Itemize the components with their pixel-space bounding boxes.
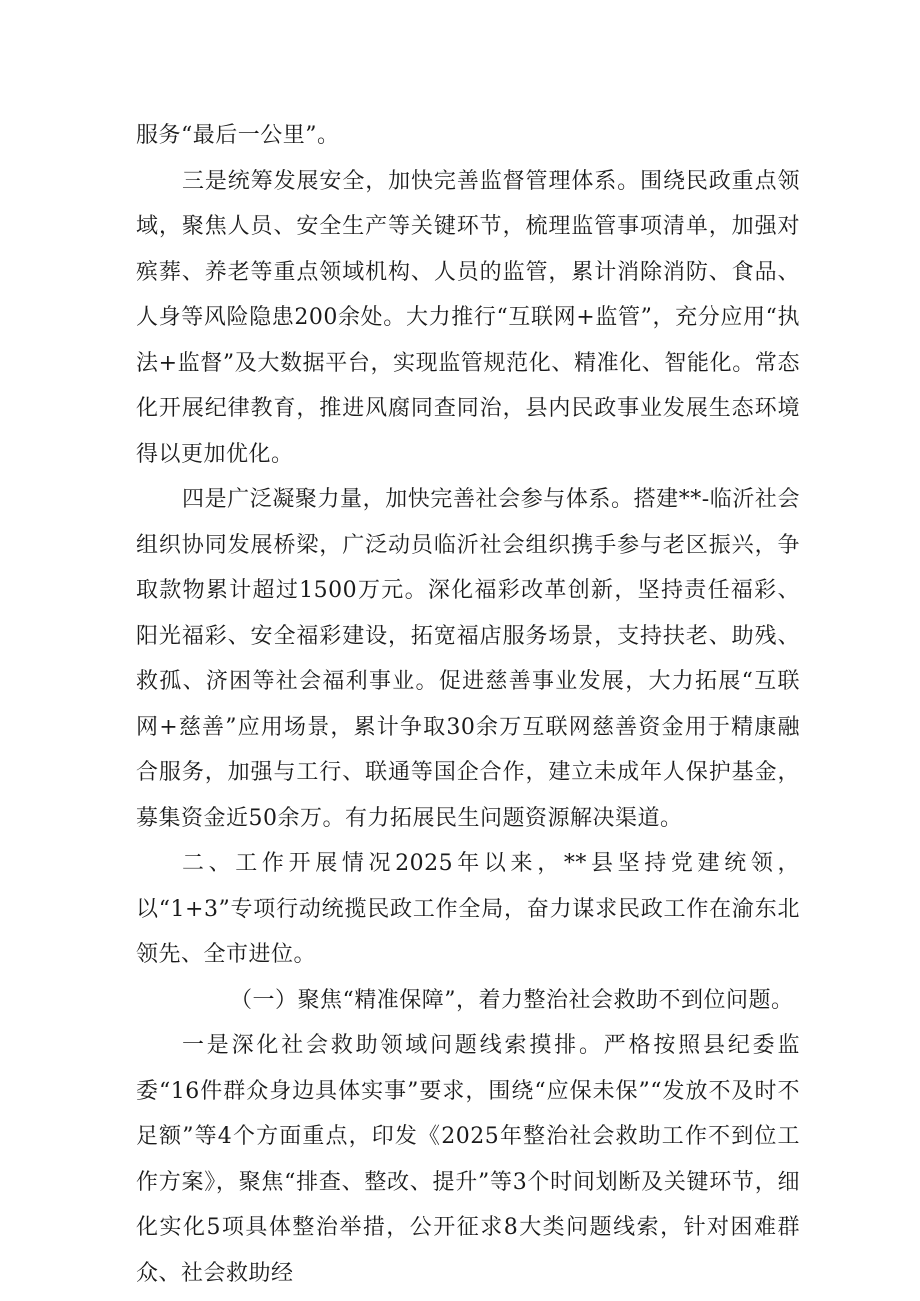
paragraph-supervision-system: 三是统筹发展安全，加快完善监督管理体系。围绕民政重点领域，聚焦人员、安全生产等关键环节，梳理监管事项清单，加强对殡葬、养老等重点领域机构、人员的监管，累计消除消防、食品、人身等风险隐患200余处。大力推行“互联网+监管”，充分应用“执法+监督”及大数据平台，实现监管规范化、精准化、智能化。常态化开展纪律教育，推进风腐同查同治，县内民政事业发展生态环境得以更加优化。 xyxy=(136,168,800,467)
paragraph-continuation: 服务“最后一公里”。 xyxy=(136,123,340,148)
paragraph-social-participation: 四是广泛凝聚力量，加快完善社会参与体系。搭建**-临沂社会组织协同发展桥梁，广泛动员临沂社会组织携手参与老区振兴，争取款物累计超过1500万元。深化福彩改革创新，坚持责任福彩、阳光福彩、安全福彩建设，拓宽福店服务场景，支持扶老、助残、救孤、济困等社会福利事业。促进慈善事业发展，大力拓展“互联网+慈善”应用场景，累计争取30余万互联网慈善资金用于精康融合服务，加强与工行、联通等国企合作，建立未成年人保护基金，募集资金近50余万。有力拓展民生问题资源解决渠道。 xyxy=(136,487,800,831)
document-body xyxy=(136,113,800,1296)
subsection-heading-precise-guarantee: （一）聚焦“精准保障”，着力整治社会救助不到位问题。 xyxy=(230,987,794,1013)
paragraph-problem-investigation: 一是深化社会救助领域问题线索摸排。严格按照县纪委监委“16件群众身边具体实事”要求，围绕“应保未保”“发放不及时不足额”等4个方面重点，印发《2025年整治社会救助工作不到位工作方案》，聚焦“排查、整改、提升”等3个时间划断及关键环节，细化实化5项具体整治举措，公开征求8大类问题线索，针对困难群众、社会救助经 xyxy=(136,1033,800,1286)
section-heading-work-progress: 二、工作开展情况2025年以来，**县坚持党建统领，以“1+3”专项行动统揽民政工作全局，奋力谋求民政工作在渝东北领先、全市进位。 xyxy=(136,851,800,967)
